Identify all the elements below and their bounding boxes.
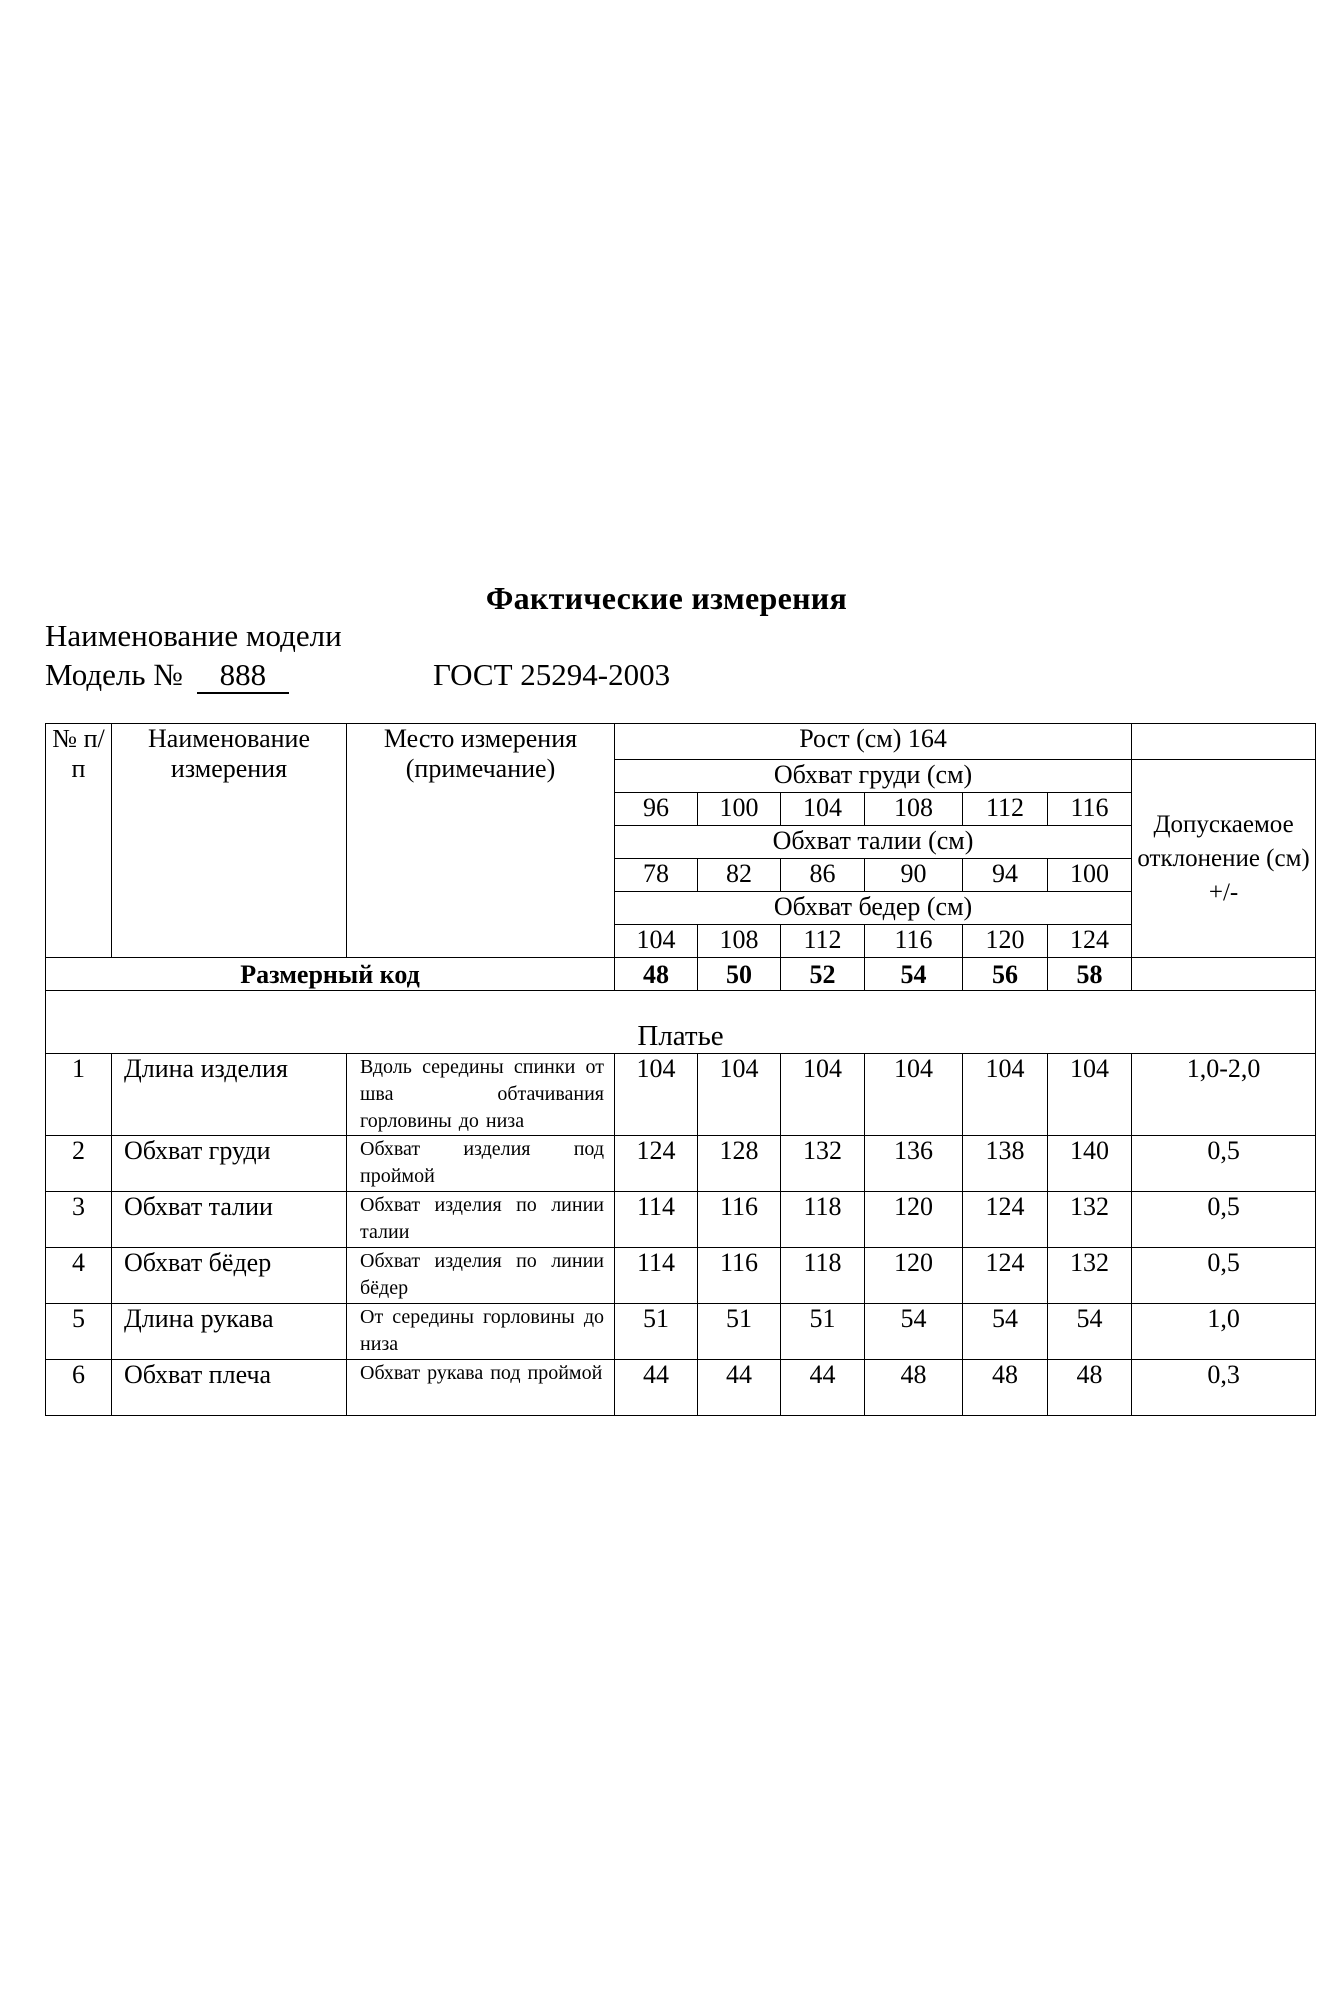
row-number: 6 — [46, 1360, 112, 1416]
size-code-cell: 48 — [615, 958, 698, 991]
row-number: 4 — [46, 1248, 112, 1304]
gost-standard: ГОСТ 25294-2003 — [433, 657, 671, 692]
measurement-place: Обхват рукава под проймой — [347, 1360, 615, 1416]
tolerance-value: 1,0 — [1132, 1304, 1316, 1360]
measurement-name: Обхват бёдер — [112, 1248, 347, 1304]
measurement-value: 132 — [1048, 1192, 1132, 1248]
row-number: 3 — [46, 1192, 112, 1248]
model-name-label: Наименование модели — [45, 618, 342, 653]
tolerance-value: 1,0-2,0 — [1132, 1054, 1316, 1136]
height-header: Рост (см) 164 — [615, 724, 1132, 760]
measurement-value: 104 — [698, 1054, 781, 1136]
measurement-value: 48 — [963, 1360, 1048, 1416]
tolerance-header: Допускаемое отклонение (см) +/- — [1132, 760, 1316, 958]
table-row — [46, 1304, 1316, 1360]
tolerance-value: 0,5 — [1132, 1192, 1316, 1248]
measurement-value: 140 — [1048, 1136, 1132, 1192]
chest-value-cell: 104 — [781, 793, 865, 826]
measurement-value: 104 — [865, 1054, 963, 1136]
waist-value-cell: 94 — [963, 859, 1048, 892]
size-code-cell: 52 — [781, 958, 865, 991]
chest-value-cell: 116 — [1048, 793, 1132, 826]
measurement-value: 118 — [781, 1248, 865, 1304]
hips-value-cell: 108 — [698, 925, 781, 958]
measurement-value: 124 — [963, 1248, 1048, 1304]
measurement-value: 44 — [781, 1360, 865, 1416]
chest-header: Обхват груди (см) — [615, 760, 1132, 793]
column-header-place: Место измерения (примечание) — [347, 724, 615, 958]
measurement-value: 104 — [781, 1054, 865, 1136]
chest-value-cell: 96 — [615, 793, 698, 826]
measurement-value: 128 — [698, 1136, 781, 1192]
chest-value-cell: 108 — [865, 793, 963, 826]
measurement-value: 104 — [963, 1054, 1048, 1136]
hips-value-cell: 112 — [781, 925, 865, 958]
size-code-cell: 56 — [963, 958, 1048, 991]
measurement-name: Длина рукава — [112, 1304, 347, 1360]
row-number: 5 — [46, 1304, 112, 1360]
size-code-row — [46, 958, 1316, 991]
table-row — [46, 1054, 1316, 1136]
section-title: Платье — [46, 991, 1316, 1054]
waist-value-cell: 82 — [698, 859, 781, 892]
model-number-label: Модель № — [45, 657, 183, 692]
document-title: Фактические измерения — [485, 580, 848, 616]
waist-header: Обхват талии (см) — [615, 826, 1132, 859]
waist-value-cell: 86 — [781, 859, 865, 892]
waist-value-cell: 100 — [1048, 859, 1132, 892]
measurements-body — [46, 1054, 1316, 1416]
tolerance-value: 0,3 — [1132, 1360, 1316, 1416]
tolerance-value: 0,5 — [1132, 1136, 1316, 1192]
row-number: 1 — [46, 1054, 112, 1136]
measurement-place: От середины горловины до низа — [347, 1304, 615, 1360]
waist-value-cell: 90 — [865, 859, 963, 892]
empty-header-cell — [1132, 724, 1316, 760]
measurement-value: 124 — [615, 1136, 698, 1192]
measurement-value: 44 — [698, 1360, 781, 1416]
chest-value-cell: 100 — [698, 793, 781, 826]
measurement-value: 132 — [781, 1136, 865, 1192]
empty-cell — [1132, 958, 1316, 991]
hips-value-cell: 124 — [1048, 925, 1132, 958]
measurement-value: 48 — [865, 1360, 963, 1416]
measurements-table — [45, 723, 1316, 1416]
measurement-value: 138 — [963, 1136, 1048, 1192]
measurement-value: 116 — [698, 1248, 781, 1304]
measurement-name: Обхват талии — [112, 1192, 347, 1248]
measurement-place: Обхват изделия по линии талии — [347, 1192, 615, 1248]
measurement-place: Обхват изделия по линии бёдер — [347, 1248, 615, 1304]
measurement-value: 51 — [698, 1304, 781, 1360]
table-row — [46, 1192, 1316, 1248]
size-code-cell: 50 — [698, 958, 781, 991]
measurement-value: 54 — [1048, 1304, 1132, 1360]
measurement-value: 104 — [1048, 1054, 1132, 1136]
measurement-place: Обхват изделия под проймой — [347, 1136, 615, 1192]
measurement-name: Обхват плеча — [112, 1360, 347, 1416]
model-number-line — [45, 656, 289, 694]
measurement-place: Вдоль середины спинки от шва обтачивания горловины до низа — [347, 1054, 615, 1136]
measurement-value: 51 — [615, 1304, 698, 1360]
size-code-cell: 54 — [865, 958, 963, 991]
measurement-value: 48 — [1048, 1360, 1132, 1416]
model-number-value: 888 — [197, 658, 289, 694]
table-row — [46, 1360, 1316, 1416]
hips-header: Обхват бедер (см) — [615, 892, 1132, 925]
measurement-value: 116 — [698, 1192, 781, 1248]
measurement-value: 136 — [865, 1136, 963, 1192]
hips-value-cell: 104 — [615, 925, 698, 958]
table-row — [46, 1136, 1316, 1192]
waist-value-cell: 78 — [615, 859, 698, 892]
measurement-value: 114 — [615, 1248, 698, 1304]
table-row — [46, 1248, 1316, 1304]
hips-value-cell: 116 — [865, 925, 963, 958]
column-header-measurement: Наименование измерения — [112, 724, 347, 958]
measurement-value: 132 — [1048, 1248, 1132, 1304]
measurement-name: Обхват груди — [112, 1136, 347, 1192]
tolerance-value: 0,5 — [1132, 1248, 1316, 1304]
measurement-value: 120 — [865, 1248, 963, 1304]
measurement-name: Длина изделия — [112, 1054, 347, 1136]
measurement-value: 120 — [865, 1192, 963, 1248]
measurement-value: 104 — [615, 1054, 698, 1136]
measurement-value: 44 — [615, 1360, 698, 1416]
measurement-value: 114 — [615, 1192, 698, 1248]
chest-value-cell: 112 — [963, 793, 1048, 826]
measurement-value: 54 — [963, 1304, 1048, 1360]
measurement-value: 118 — [781, 1192, 865, 1248]
row-number: 2 — [46, 1136, 112, 1192]
hips-value-cell: 120 — [963, 925, 1048, 958]
column-header-number: № п/п — [46, 724, 112, 958]
measurement-value: 51 — [781, 1304, 865, 1360]
size-code-label: Размерный код — [46, 958, 615, 991]
size-code-cell: 58 — [1048, 958, 1132, 991]
measurement-value: 54 — [865, 1304, 963, 1360]
measurement-value: 124 — [963, 1192, 1048, 1248]
